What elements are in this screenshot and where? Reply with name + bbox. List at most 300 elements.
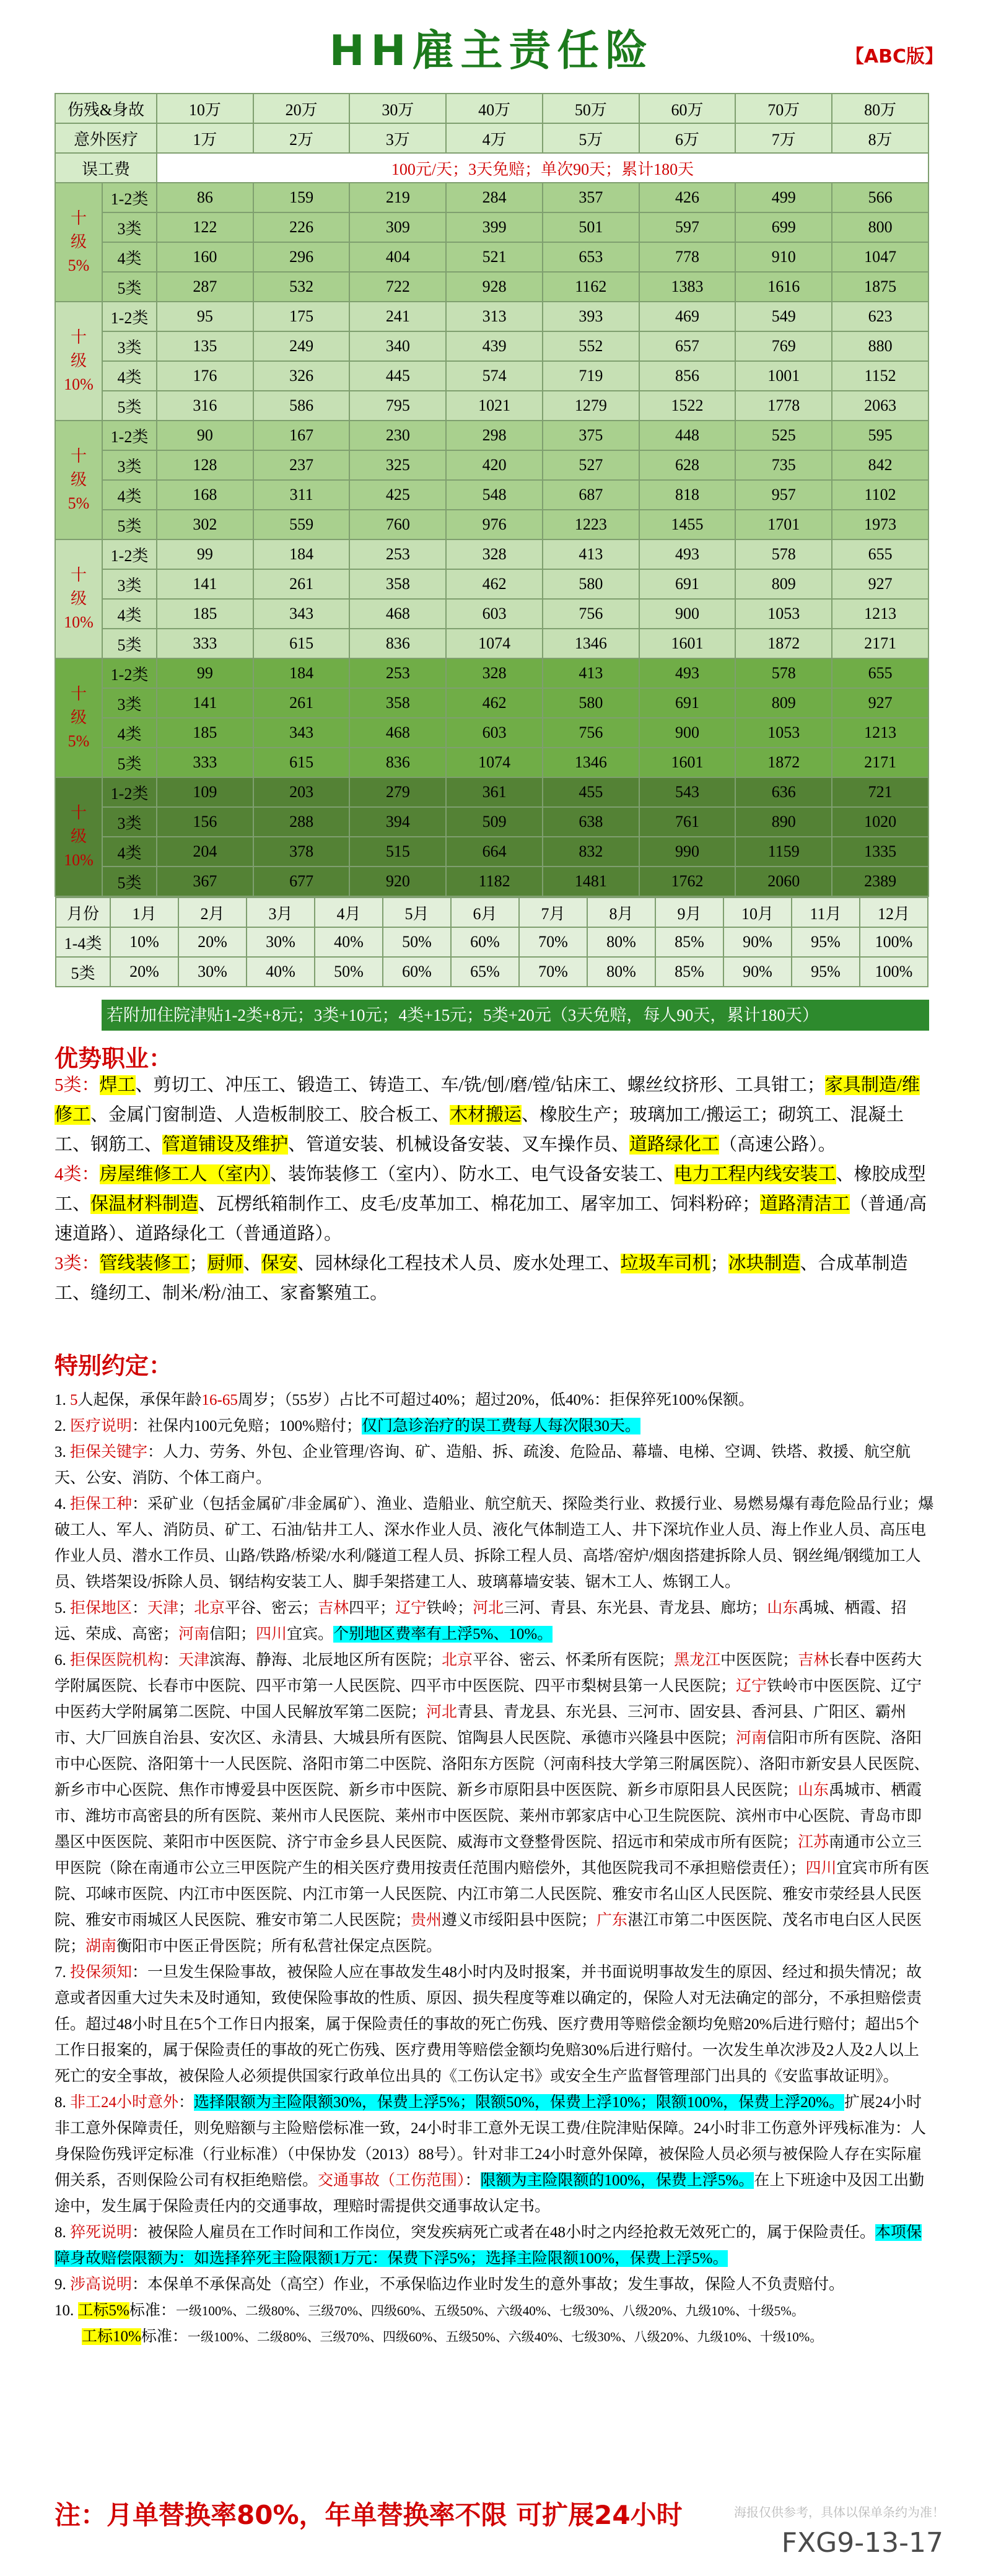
region-name: 山东 <box>798 1782 829 1799</box>
premium-cell: 357 <box>543 183 639 212</box>
poster-code: FXG9-13-17 <box>781 2527 943 2559</box>
premium-cell: 1223 <box>543 510 639 539</box>
class-label: 5类 <box>102 629 157 658</box>
premium-cell: 603 <box>446 718 543 748</box>
grade-label <box>55 421 102 539</box>
premium-cell: 462 <box>446 569 543 599</box>
table-row <box>55 183 928 212</box>
premium-cell: 559 <box>253 510 350 539</box>
term-key: 非工24小时意外 <box>70 2094 179 2111</box>
month-name: 2月 <box>178 897 247 927</box>
premium-cell: 439 <box>446 331 543 361</box>
premium-cell: 735 <box>735 450 832 480</box>
month-table <box>55 897 928 987</box>
term-cyan-highlight: 仅门急诊治疗的误工费每人每次限30天。 <box>361 1418 640 1434</box>
premium-cell: 552 <box>543 331 639 361</box>
class4-label: 4类： <box>55 1164 100 1184</box>
term-cyan-highlight: 本项保障身故赔偿限额为：如选择猝死主险限额1万元：保费下浮5%；选择主险限额100%，保费上浮5%。 <box>55 2224 922 2267</box>
premium-cell: 128 <box>157 450 253 480</box>
region-name: 河北 <box>473 1600 504 1617</box>
grade-label-part: 10% <box>64 851 94 869</box>
medical-amount: 3万 <box>349 123 446 153</box>
table-row <box>55 837 928 867</box>
premium-cell: 90 <box>157 421 253 450</box>
premium-cell: 928 <box>446 272 543 302</box>
occupation-text: 、装饰装修工（室内）、防水工、电气设备安装工、 <box>270 1164 675 1184</box>
premium-cell: 597 <box>639 212 736 242</box>
premium-cell: 756 <box>543 718 639 748</box>
occupation-highlight: 木材搬运 <box>450 1105 522 1125</box>
premium-cell: 756 <box>543 599 639 629</box>
premium-cell: 699 <box>735 212 832 242</box>
premium-cell: 566 <box>832 183 928 212</box>
region-name: 黑龙江 <box>674 1652 721 1669</box>
premium-cell: 156 <box>157 807 253 837</box>
grade-label-part: 十 <box>70 685 87 703</box>
premium-cell: 237 <box>253 450 350 480</box>
row-label: 误工费 <box>55 153 157 183</box>
class-label: 3类 <box>102 450 157 480</box>
grade-label <box>55 302 102 421</box>
premium-cell: 1762 <box>639 867 736 896</box>
premium-cell: 328 <box>446 539 543 569</box>
death-amount: 10万 <box>157 94 253 123</box>
premium-cell: 160 <box>157 242 253 272</box>
premium-cell: 691 <box>639 569 736 599</box>
medical-amount: 7万 <box>735 123 832 153</box>
special-terms <box>55 1387 934 2350</box>
table-row <box>55 421 928 450</box>
term-number: 8. <box>55 2224 70 2241</box>
term-key: 医疗说明 <box>70 1418 133 1434</box>
premium-cell: 691 <box>639 688 736 718</box>
table-row <box>55 272 928 302</box>
table-row <box>55 688 928 718</box>
term-cyan-highlight: 限额为主险限额的100%，保费上浮5%。 <box>480 2172 754 2189</box>
month-rate: 40% <box>315 927 383 957</box>
region-name: 吉林 <box>798 1652 829 1669</box>
premium-cell: 468 <box>349 599 446 629</box>
term-text: ：人力、劳务、外包、企业管理/咨询、矿、造船、拆、疏浚、危险品、幕墙、电梯、空调、铁塔、救援、航空航天、公安、消防、个体工商户。 <box>55 1444 911 1487</box>
death-amount: 80万 <box>832 94 928 123</box>
premium-cell: 687 <box>543 480 639 510</box>
term-key: 拒保医院机构 <box>70 1652 164 1669</box>
table-row <box>55 777 928 807</box>
month-name: 11月 <box>792 897 860 927</box>
month-rate: 70% <box>519 957 587 987</box>
premium-cell: 1875 <box>832 272 928 302</box>
premium-cell: 1074 <box>446 748 543 777</box>
occupation-highlight: 管线装修工 <box>99 1254 190 1273</box>
term-red: 5 <box>70 1392 78 1408</box>
term-number: 9. <box>55 2276 70 2293</box>
class3-label: 3类： <box>55 1254 100 1273</box>
occupation-highlight: 道路绿化工 <box>629 1135 720 1155</box>
premium-cell: 184 <box>253 658 350 688</box>
premium-cell: 586 <box>253 391 350 421</box>
premium-cell: 595 <box>832 421 928 450</box>
premium-cell: 413 <box>543 658 639 688</box>
advantage-title: 优势职业： <box>55 1045 173 1072</box>
premium-cell: 462 <box>446 688 543 718</box>
premium-cell: 141 <box>157 688 253 718</box>
grade-label-part: 级 <box>70 590 87 608</box>
term-4 <box>55 1491 934 1596</box>
premium-cell: 501 <box>543 212 639 242</box>
region-name: 四川 <box>805 1860 837 1877</box>
month-rate: 20% <box>110 957 178 987</box>
table-row <box>55 599 928 629</box>
premium-cell: 261 <box>253 688 350 718</box>
premium-cell: 302 <box>157 510 253 539</box>
death-row <box>55 94 928 123</box>
class5-paragraph <box>55 1070 934 1159</box>
table-row <box>55 361 928 391</box>
grade-label-part: 5% <box>68 732 90 750</box>
month-rate: 70% <box>519 927 587 957</box>
term-2 <box>55 1413 934 1439</box>
premium-cell: 226 <box>253 212 350 242</box>
premium-cell: 493 <box>639 658 736 688</box>
term-number: 6. <box>55 1652 70 1669</box>
premium-cell: 795 <box>349 391 446 421</box>
term-text: 铁岭市中医医院、辽宁中医药大学附属第二医院、中国人民解放军第二医院； <box>55 1678 922 1721</box>
medical-amount: 2万 <box>253 123 350 153</box>
premium-cell: 778 <box>639 242 736 272</box>
term-number: 3. <box>55 1444 70 1460</box>
term-cyan-highlight: 选择限额为主险限额30%，保费上浮5%；限额50%，保费上浮10%；限额100%，保费上浮20%。 <box>194 2094 844 2111</box>
table-row <box>55 450 928 480</box>
premium-cell: 378 <box>253 837 350 867</box>
premium-cell: 1152 <box>832 361 928 391</box>
premium-cell: 1335 <box>832 837 928 867</box>
premium-cell: 760 <box>349 510 446 539</box>
premium-cell: 580 <box>543 688 639 718</box>
occupation-highlight: 垃圾车司机 <box>620 1254 710 1273</box>
occupation-text: 、橡胶生产；玻璃加工/搬运工；砌筑工、混凝土工、钢筋工、 <box>55 1105 904 1155</box>
table-row <box>55 718 928 748</box>
premium-cell: 399 <box>446 212 543 242</box>
premium-cell: 326 <box>253 361 350 391</box>
premium-cell: 1481 <box>543 867 639 896</box>
premium-cell: 1074 <box>446 629 543 658</box>
premium-cell: 333 <box>157 748 253 777</box>
month-rate: 85% <box>655 957 723 987</box>
grade-label <box>55 539 102 658</box>
premium-cell: 468 <box>349 718 446 748</box>
premium-cell: 122 <box>157 212 253 242</box>
month-rate: 90% <box>723 927 792 957</box>
premium-cell: 426 <box>639 183 736 212</box>
premium-cell: 2063 <box>832 391 928 421</box>
premium-cell: 203 <box>253 777 350 807</box>
premium-cell: 769 <box>735 331 832 361</box>
month-name: 12月 <box>860 897 928 927</box>
grade-label-part: 级 <box>70 709 87 727</box>
class-label: 5类 <box>56 957 110 987</box>
premium-cell: 469 <box>639 302 736 331</box>
month-rate: 30% <box>247 927 315 957</box>
term-text: 衡阳市中医正骨医院；所有私营社保定点医院。 <box>116 1938 442 1955</box>
term-text: ； <box>178 1600 194 1617</box>
watermark: 海报仅供参考，具体以保单条约为准！ <box>734 2506 945 2520</box>
term-text: 在上下班途中及因工出勤途中，发生属于保险责任内的交通事故，理赔时需提供交通事故认定书。 <box>55 2172 925 2215</box>
table-row <box>55 242 928 272</box>
term-text: 平谷、密云、怀柔所有医院； <box>473 1652 675 1669</box>
premium-cell: 920 <box>349 867 446 896</box>
premium-cell: 296 <box>253 242 350 272</box>
month-rate: 90% <box>723 957 792 987</box>
grade-label-part: 级 <box>70 352 87 370</box>
grade-label-part: 5% <box>68 256 90 274</box>
occupation-highlight: 焊工 <box>99 1075 136 1095</box>
grade-label-part: 十 <box>70 447 87 465</box>
month-rate: 20% <box>178 927 247 957</box>
term-yellow-highlight: 工标5% <box>77 2302 129 2319</box>
premium-cell: 1213 <box>832 718 928 748</box>
edition-badge: 【ABC版】 <box>845 46 943 68</box>
premium-cell: 653 <box>543 242 639 272</box>
table-row <box>55 629 928 658</box>
lost-work-row <box>55 153 928 183</box>
premium-cell: 325 <box>349 450 446 480</box>
term-text: 铁岭； <box>426 1600 473 1617</box>
term-key: 猝死说明 <box>70 2224 133 2241</box>
premium-cell: 890 <box>735 807 832 837</box>
occupation-highlight: 管道铺设及维护 <box>162 1135 289 1155</box>
premium-cell: 603 <box>446 599 543 629</box>
occupation-text: 、橡胶成型工、 <box>55 1164 926 1214</box>
premium-cell: 413 <box>543 539 639 569</box>
class-label: 3类 <box>102 569 157 599</box>
premium-cell: 176 <box>157 361 253 391</box>
region-name: 四川 <box>256 1626 287 1643</box>
class-label: 5类 <box>102 510 157 539</box>
table-row <box>55 569 928 599</box>
premium-cell: 95 <box>157 302 253 331</box>
premium-cell: 990 <box>639 837 736 867</box>
month-rate: 40% <box>247 957 315 987</box>
death-amount: 40万 <box>446 94 543 123</box>
premium-cell: 2171 <box>832 629 928 658</box>
premium-cell: 141 <box>157 569 253 599</box>
term-key: 拒保工种 <box>70 1496 133 1513</box>
premium-cell: 623 <box>832 302 928 331</box>
class-label: 5类 <box>102 391 157 421</box>
term-10 <box>55 2272 934 2298</box>
term-key: 拒保关键字 <box>70 1444 148 1460</box>
term-text: ：一旦发生保险事故，被保险人应在事故发生48小时内及时报案，并书面说明事故发生的原因、经过和损失情况；故意或者因重大过失未及时通知，致使保险事故的性质、原因、损失程度等难以确定的，保险人对无法确定的部分，不承担赔偿责任。超过48小时且在5个工作日内报案，属于保险责任的事故的死亡伤残、医疗费用等赔偿金额均免赔20%后进行赔付；超出5个工作日报案的，属于保险责任的事故的死亡伤残、医疗费用等赔偿金额均免赔30%后进行赔付。一次发生单次涉及2人及2人以上死亡的安全事故，被保险人必须提供国家行政单位出具的《工伤认定书》或安全生产监督管理部门出具的《安监事故证明》。 <box>55 1964 922 2085</box>
term-text: ：本保单不承保高处（高空）作业，不承保临边作业时发生的意外事故；发生事故，保险人不负责赔付。 <box>132 2276 845 2293</box>
region-name: 北京 <box>442 1652 473 1669</box>
term-number: 1. <box>55 1392 70 1408</box>
table-row <box>55 212 928 242</box>
region-name: 河北 <box>426 1704 458 1721</box>
month-name: 5月 <box>383 897 451 927</box>
occupation-highlight: 房屋维修工人（室内） <box>99 1164 271 1184</box>
premium-cell: 957 <box>735 480 832 510</box>
table-row <box>55 867 928 896</box>
grade-label <box>55 777 102 896</box>
premium-cell: 185 <box>157 718 253 748</box>
premium-cell: 2060 <box>735 867 832 896</box>
premium-cell: 204 <box>157 837 253 867</box>
premium-cell: 343 <box>253 718 350 748</box>
premium-cell: 99 <box>157 539 253 569</box>
term-text: ： <box>163 1652 179 1669</box>
month-rate: 100% <box>860 957 928 987</box>
medical-amount: 6万 <box>639 123 736 153</box>
premium-cell: 420 <box>446 450 543 480</box>
premium-cell: 638 <box>543 807 639 837</box>
premium-cell: 309 <box>349 212 446 242</box>
term-text: ： <box>178 2094 194 2111</box>
term-text: ： <box>132 1600 148 1617</box>
premium-cell: 976 <box>446 510 543 539</box>
premium-cell: 394 <box>349 807 446 837</box>
premium-cell: 175 <box>253 302 350 331</box>
class-label: 3类 <box>102 212 157 242</box>
row-label: 月份 <box>56 897 110 927</box>
premium-cell: 548 <box>446 480 543 510</box>
premium-cell: 168 <box>157 480 253 510</box>
premium-cell: 404 <box>349 242 446 272</box>
premium-cell: 287 <box>157 272 253 302</box>
class-label: 4类 <box>102 599 157 629</box>
grade-label-part: 十 <box>70 566 87 584</box>
premium-cell: 1159 <box>735 837 832 867</box>
death-amount: 60万 <box>639 94 736 123</box>
term-text: 信阳； <box>209 1626 256 1643</box>
occupation-text: 、 <box>243 1254 261 1273</box>
term-text: 一级100%、二级80%、三级70%、四级60%、五级50%、六级40%、七级30%、八级20%、九级10%、十级5%。 <box>175 2303 805 2318</box>
month-rate: 100% <box>860 927 928 957</box>
premium-table <box>55 93 929 987</box>
premium-cell: 636 <box>735 777 832 807</box>
premium-cell: 1053 <box>735 718 832 748</box>
region-name: 北京 <box>194 1600 225 1617</box>
month-name: 7月 <box>519 897 587 927</box>
premium-cell: 722 <box>349 272 446 302</box>
premium-cell: 900 <box>639 599 736 629</box>
premium-cell: 455 <box>543 777 639 807</box>
premium-cell: 809 <box>735 688 832 718</box>
table-row <box>55 391 928 421</box>
premium-cell: 499 <box>735 183 832 212</box>
class-label: 1-2类 <box>102 421 157 450</box>
class-label: 3类 <box>102 807 157 837</box>
premium-cell: 1973 <box>832 510 928 539</box>
term-3 <box>55 1439 934 1491</box>
occupation-text: （高速公路）。 <box>719 1135 836 1155</box>
occupation-text: 、园林绿化工程技术人员、废水处理工、 <box>297 1254 621 1273</box>
page-title: HH雇主责任险 <box>329 27 654 76</box>
grade-label <box>55 658 102 777</box>
region-name: 吉林 <box>318 1600 349 1617</box>
term-9 <box>55 2220 934 2272</box>
death-amount: 50万 <box>543 94 639 123</box>
term-text: ：采矿业（包括金属矿/非金属矿）、渔业、造船业、航空航天、探险类行业、救援行业、易燃易爆有毒危险品行业；爆破工人、军人、消防员、矿工、石油/钻井工人、深水作业人员、液化气体制造工人、井下深坑作业人员、海上作业人员、高压电作业人员、潜水工作员、山路/铁路/桥梁/水利/隧道工程人员、拆除工程人员、高塔/窑炉/烟囱搭建拆除人员、钢丝绳/钢缆加工人员、铁塔架设/拆除人员、钢结构安装工人、脚手架搭建工人、玻璃幕墙安装、锯木工人、炼钢工人。 <box>55 1496 934 1591</box>
occupation-highlight: 保温材料制造 <box>90 1194 199 1214</box>
month-rate: 10% <box>110 927 178 957</box>
premium-cell: 109 <box>157 777 253 807</box>
region-name: 河南 <box>178 1626 210 1643</box>
occupation-text: 、合成革制造工、缝纫工、制米/粉/油工、家畜繁殖工。 <box>55 1254 908 1303</box>
premium-cell: 1001 <box>735 361 832 391</box>
premium-cell: 927 <box>832 688 928 718</box>
term-text: 一级100%、二级80%、三级70%、四级60%、五级50%、六级40%、七级30%、八级20%、九级10%、十级10%。 <box>187 2329 823 2344</box>
month-rate: 80% <box>587 927 655 957</box>
month-header-row <box>56 897 928 927</box>
class-label: 4类 <box>102 361 157 391</box>
grade-label-part: 5% <box>68 494 90 512</box>
medical-amount: 5万 <box>543 123 639 153</box>
premium-cell: 99 <box>157 658 253 688</box>
premium-cell: 361 <box>446 777 543 807</box>
term-text: 标准： <box>129 2302 176 2319</box>
premium-cell: 1162 <box>543 272 639 302</box>
premium-cell: 253 <box>349 539 446 569</box>
premium-cell: 1616 <box>735 272 832 302</box>
premium-cell: 241 <box>349 302 446 331</box>
month-rate: 30% <box>178 957 247 987</box>
term-text: 南通市公立三甲医院（除在南通市公立三甲医院产生的相关医疗费用按责任范围内赔偿外，其他医院我司不承担赔偿责任）； <box>55 1834 922 1877</box>
table-row <box>55 807 928 837</box>
premium-cell: 578 <box>735 658 832 688</box>
term-text: 中医医院； <box>720 1652 798 1669</box>
term-text: ：被保险人雇员在工作时间和工作岗位，突发疾病死亡或者在48小时之内经抢救无效死亡的，属于保险责任。 <box>132 2224 876 2241</box>
occupation-highlight: 冰块制造 <box>728 1254 800 1273</box>
premium-cell: 1872 <box>735 748 832 777</box>
premium-cell: 836 <box>349 629 446 658</box>
premium-cell: 86 <box>157 183 253 212</box>
premium-cell: 1522 <box>639 391 736 421</box>
term-text: ：社保内100元免赔；100%赔付； <box>132 1418 362 1434</box>
term-number: 2. <box>55 1418 70 1434</box>
premium-cell: 856 <box>639 361 736 391</box>
grade-label-part: 十 <box>70 804 87 822</box>
premium-cell: 1182 <box>446 867 543 896</box>
term-8 <box>55 2090 934 2220</box>
region-name: 湖南 <box>85 1938 117 1955</box>
premium-cell: 628 <box>639 450 736 480</box>
premium-cell: 1346 <box>543 629 639 658</box>
premium-cell: 880 <box>832 331 928 361</box>
term-number: 10. <box>55 2302 78 2319</box>
table-row <box>55 658 928 688</box>
month-rate: 95% <box>792 957 860 987</box>
table-row <box>55 539 928 569</box>
occupation-text: 、瓦楞纸箱制作工、皮毛/皮革加工、棉花加工、屠宰加工、饲料粉碎； <box>198 1194 761 1214</box>
class-label: 1-4类 <box>56 927 110 957</box>
header <box>0 0 983 92</box>
term-5 <box>55 1596 934 1648</box>
term-text: 滨海、静海、北辰地区所有医院； <box>209 1652 442 1669</box>
premium-cell: 1778 <box>735 391 832 421</box>
lost-work-note: 100元/天；3天免赔；单次90天；累计180天 <box>157 153 928 183</box>
table-row <box>55 302 928 331</box>
premium-cell: 677 <box>253 867 350 896</box>
class3-paragraph <box>55 1249 934 1308</box>
term-number: 5. <box>55 1600 70 1617</box>
premium-cell: 249 <box>253 331 350 361</box>
class-label: 3类 <box>102 331 157 361</box>
death-amount: 20万 <box>253 94 350 123</box>
month-name: 1月 <box>110 897 178 927</box>
premium-cell: 230 <box>349 421 446 450</box>
premium-cell: 159 <box>253 183 350 212</box>
grade-label-part: 十 <box>70 328 87 346</box>
